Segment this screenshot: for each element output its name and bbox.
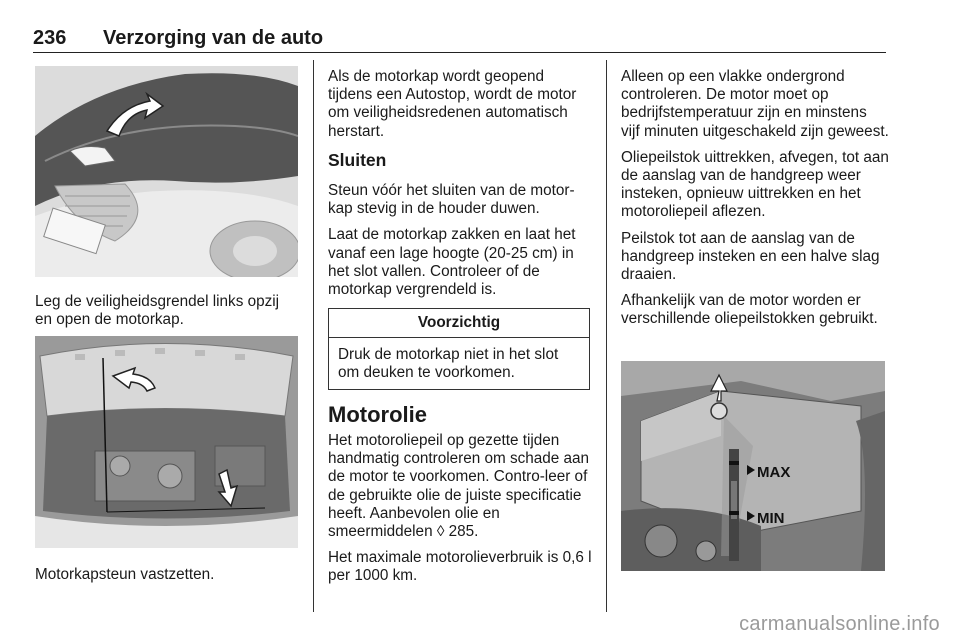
hood-support-illustration [35, 336, 298, 548]
oil-dipstick-illustration [621, 361, 885, 571]
caution-text: Druk de motorkap niet in het slot om deuken te voorkomen. [338, 346, 559, 382]
closing-heading: Sluiten [328, 150, 387, 170]
oil-check-paragraph-2: Oliepeilstok uittrekken, afvegen, tot aan de aanslag van de handgreep weer insteken, opnieuw uittrekken en het motoroliepeil aflezen. [621, 148, 889, 221]
caption-hood-release-text: Leg de veiligheidsgrendel links opzij en open de motorkap. [35, 293, 280, 329]
dipstick-min-label: MIN [757, 510, 785, 527]
engine-oil-paragraph-2: Het maximale motorolieverbruik is 0,6 l per 1000 km. [328, 549, 592, 585]
caption-hood-support [35, 566, 297, 592]
closing-paragraph-2: Laat de motorkap zakken en laat het vanaf een lage hoogte (20-25 cm) in het slot vallen. Controleer of de motorkap vergrendeld is. [328, 226, 576, 299]
hood-release-illustration [35, 66, 298, 277]
closing-paragraph-1: Steun vóór het sluiten van de motor-kap stevig in de houder duwen. [328, 182, 575, 218]
oil-check-paragraph-3: Peilstok tot aan de aanslag van de handgreep insteken en een halve slag draaien. [621, 229, 880, 284]
caption-hood-support-text: Motorkapsteun vastzetten. [35, 566, 215, 583]
section-title: Verzorging van de auto [103, 27, 324, 49]
caution-title: Voorzichtig [329, 309, 589, 338]
watermark: carmanualsonline.info [739, 613, 940, 635]
oil-check-paragraph-4: Afhankelijk van de motor worden er verschillende oliepeilstokken gebruikt. [621, 292, 878, 328]
oil-check-instructions [621, 68, 889, 337]
page-number: 236 [33, 27, 67, 49]
caution-box [328, 308, 590, 390]
engine-oil-paragraphs [328, 432, 594, 594]
caption-hood-release [35, 293, 297, 337]
page-header [33, 26, 886, 53]
column-divider-1 [313, 60, 314, 612]
dipstick-max-label: MAX [757, 464, 791, 481]
closing-paragraphs [328, 182, 594, 307]
intro-paragraph [328, 68, 592, 149]
column-divider-2 [606, 60, 607, 612]
intro-text: Als de motorkap wordt geopend tijdens een Autostop, wordt de motor om veiligheidsredenen automatisch herstart. [328, 68, 577, 140]
oil-check-paragraph-1: Alleen op een vlakke ondergrond controleren. De motor moet op bedrijfstemperatuur zijn en minstens vijf minuten uitgeschakeld zijn geweest. [621, 68, 889, 140]
engine-oil-paragraph-1: Het motoroliepeil op gezette tijden handmatig controleren om schade aan de motor te voorkomen. Contro-leer of de gebruikte olie de juiste specificatie heeft. Aanbevolen olie en smeermiddelen ◊ 285. [328, 432, 590, 541]
engine-oil-heading: Motorolie [328, 402, 427, 427]
